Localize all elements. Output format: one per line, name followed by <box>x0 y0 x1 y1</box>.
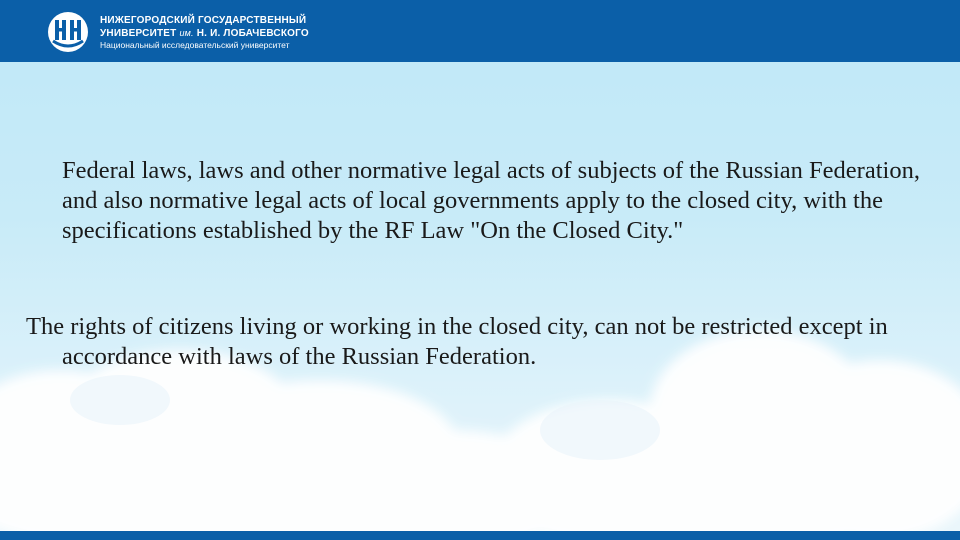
paragraph-federal-laws: Federal laws, laws and other normative legal acts of subjects of the Russian Federation, and also normative legal acts of local governments apply to the closed city, with the specifications established by the RF Law "On the Closed City." <box>62 157 920 244</box>
im-abbrev: им. <box>179 28 194 38</box>
university-word: УНИВЕРСИТЕТ <box>100 28 177 39</box>
unn-logo-icon <box>44 11 92 53</box>
university-name <box>100 15 309 51</box>
university-subtitle: Национальный исследовательский университет <box>100 40 290 50</box>
footer-bar <box>0 531 960 540</box>
university-name-line1: НИЖЕГОРОДСКИЙ ГОСУДАРСТВЕННЫЙ <box>100 15 307 26</box>
paragraph-citizen-rights: The rights of citizens living or working in the closed city, can not be restricted except in accordance with laws of the Russian Federation. <box>26 313 888 370</box>
lobachevsky-name: Н. И. ЛОБАЧЕВСКОГО <box>196 28 309 39</box>
university-name-line2 <box>100 27 309 40</box>
header-bar <box>0 0 960 62</box>
